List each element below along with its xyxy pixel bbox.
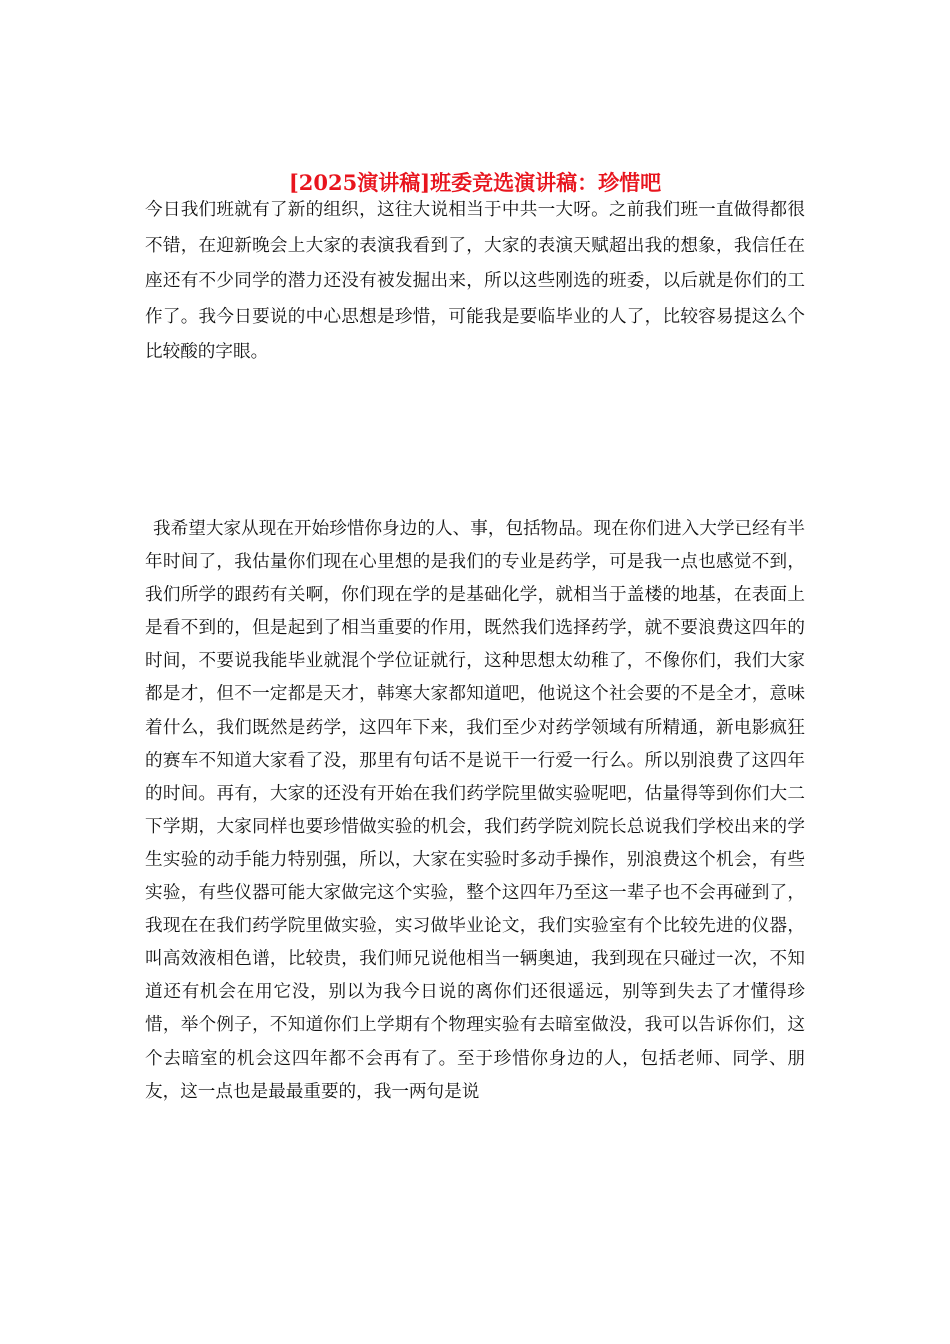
paragraph-1: 今日我们班就有了新的组织，这往大说相当于中共一大呀。之前我们班一直做得都很不错，在迎新晚会上大家的表演我看到了，大家的表演天赋超出我的想象，我信任在座还有不少同学的潜力还没有被发掘出来，所以这些刚选的班委，以后就是你们的工作了。我今日要说的中心思想是珍惜，可能我是要临毕业的人了，比较容易提这么个比较酸的字眼。: [145, 200, 805, 363]
paragraph-2: 我希望大家从现在开始珍惜你身边的人、事，包括物品。现在你们进入大学已经有半年时间了，我估量你们现在心里想的是我们的专业是药学，可是我一点也感觉不到，我们所学的跟药有关啊，你们现在学的是基础化学，就相当于盖楼的地基，在表面上是看不到的，但是起到了相当重要的作用，既然我们选择药学，就不要浪费这四年的时间，不要说我能毕业就混个学位证就行，这种思想太幼稚了，不像你们，我们大家都是才，但不一定都是天才，韩寒大家都知道吧，他说这个社会要的不是全才，意味着什么，我们既然是药学，这四年下来，我们至少对药学领域有所精通，新电影疯狂的赛车不知道大家看了没，那里有句话不是说干一行爱一行么。所以别浪费了这四年的时间。再有，大家的还没有开始在我们药学院里做实验呢吧，估量得等到你们大二下学期，大家同样也要珍惜做实验的机会，我们药学院刘院长总说我们学校出来的学生实验的动手能力特别强，所以，大家在实验时多动手操作，别浪费这个机会，有些实验，有些仪器可能大家做完这个实验，整个这四年乃至这一辈子也不会再碰到了，我现在在我们药学院里做实验，实习做毕业论文，我们实验室有个比较先进的仪器，叫高效液相色谱，比较贵，我们师兄说他相当一辆奥迪，我到现在只碰过一次，不知道还有机会在用它没，别以为我今日说的离你们还很遥远，别等到失去了才懂得珍惜，举个例子，不知道你们上学期有个物理实验有去暗室做没，我可以告诉你们，这个去暗室的机会这四年都不会再有了。至于珍惜你身边的人，包括老师、同学、朋友，这一点也是最最重要的，我一两句是说: [145, 519, 805, 1102]
document-title: [2025演讲稿]班委竞选演讲稿：珍惜吧: [288, 170, 662, 196]
